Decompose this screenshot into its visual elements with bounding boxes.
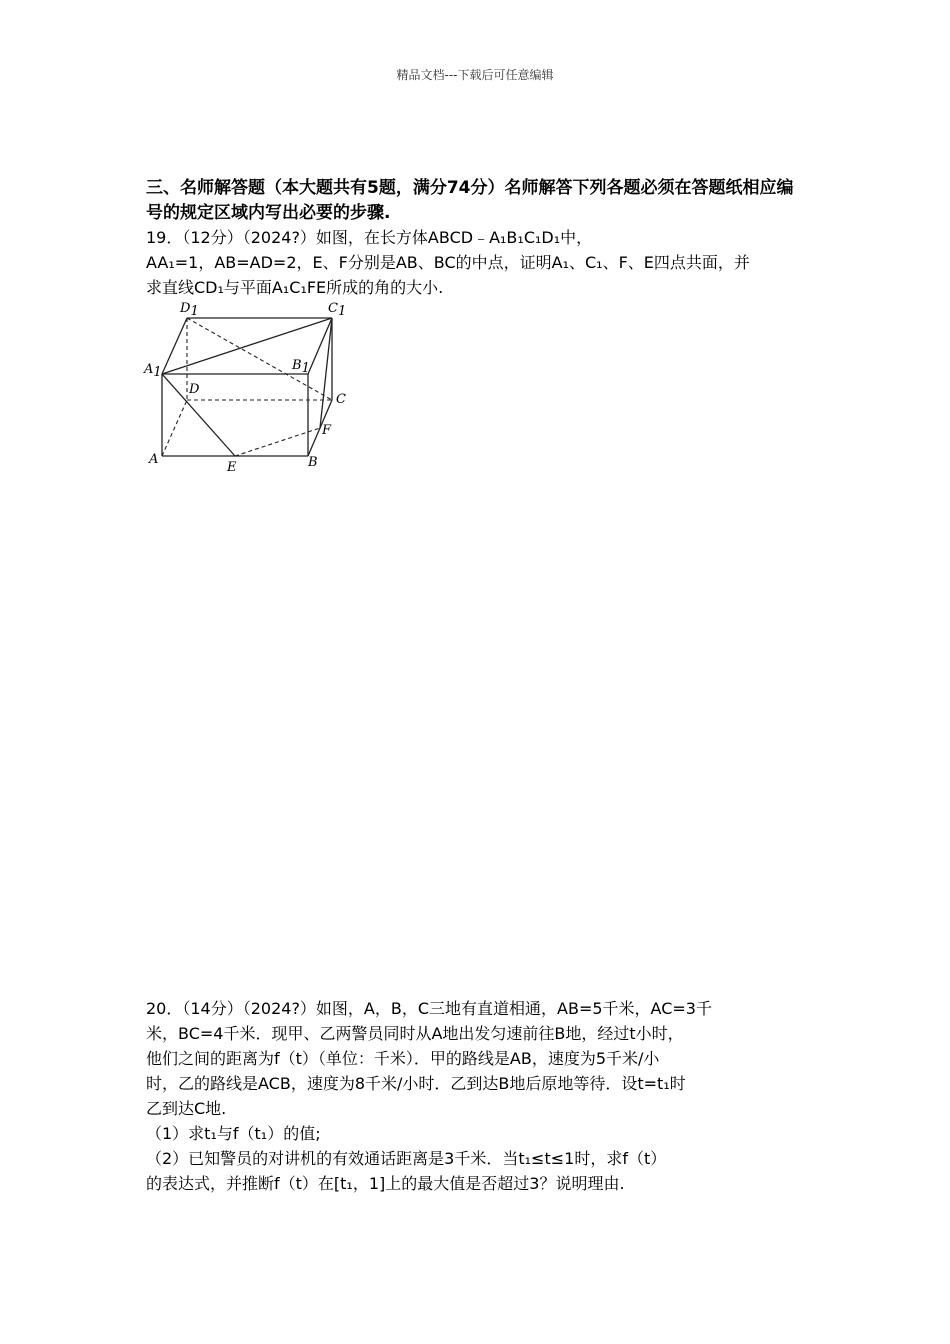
problem-19-line: AA₁=1，AB=AD=2，E、F分别是AB、BC的中点，证明A₁、C₁、F、E四点共面，并 (146, 253, 750, 272)
label-f: F (322, 423, 332, 438)
label-e: E (227, 460, 237, 475)
problem-19-line: 19．（12分）（2024?）如图，在长方体ABCD﹣A₁B₁C₁D₁中， (146, 228, 593, 247)
problem-20-line: 的表达式，并推断f（t）在[t₁，1]上的最大值是否超过3？说明理由. (146, 1174, 625, 1193)
cuboid-figure (140, 296, 360, 476)
hidden-edge-ad (162, 400, 187, 456)
label-b1: B1 (292, 358, 310, 376)
label-c: C (336, 392, 346, 407)
hidden-segment-ef (235, 428, 320, 456)
edge-a1d1 (162, 318, 187, 374)
problem-20-line: 米，BC=4千米．现甲、乙两警员同时从A地出发匀速前往B地，经过t小时， (146, 1024, 684, 1043)
problem-20-line: 乙到达C地. (146, 1099, 227, 1118)
label-d: D (189, 382, 200, 397)
label-c1: C1 (328, 301, 347, 319)
problem-20-line: （2）已知警员的对讲机的有效通话距离是3千米．当t₁≤t≤1时，求f（t） (146, 1149, 667, 1168)
problem-20-line: （1）求t₁与f（t₁）的值; (146, 1124, 321, 1143)
label-b: B (308, 455, 318, 470)
label-a1: A1 (144, 362, 162, 380)
page-header: 精品文档---下载后可任意编辑 (396, 68, 554, 82)
label-d1: D1 (180, 301, 199, 319)
problem-20-line: 20．（14分）（2024?）如图，A，B，C三地有直道相通，AB=5千米，AC=3千 (146, 999, 712, 1018)
section-title: 三、名师解答题（本大题共有5题，满分74分）名师解答下列各题必须在答题纸相应编号的规定区域内写出必要的步骤. (146, 178, 794, 223)
problem-19 (146, 225, 806, 300)
problem-19-line: 求直线CD₁与平面A₁C₁FE所成的角的大小. (146, 278, 444, 297)
problem-20 (146, 996, 806, 1196)
problem-20-line: 他们之间的距离为f（t）（单位：千米）．甲的路线是AB，速度为5千米/小 (146, 1049, 660, 1068)
label-a: A (149, 452, 159, 467)
segment-c1f (320, 318, 332, 428)
problem-20-line: 时，乙的路线是ACB，速度为8千米/小时．乙到达B地后原地等待．设t=t₁时 (146, 1074, 686, 1093)
